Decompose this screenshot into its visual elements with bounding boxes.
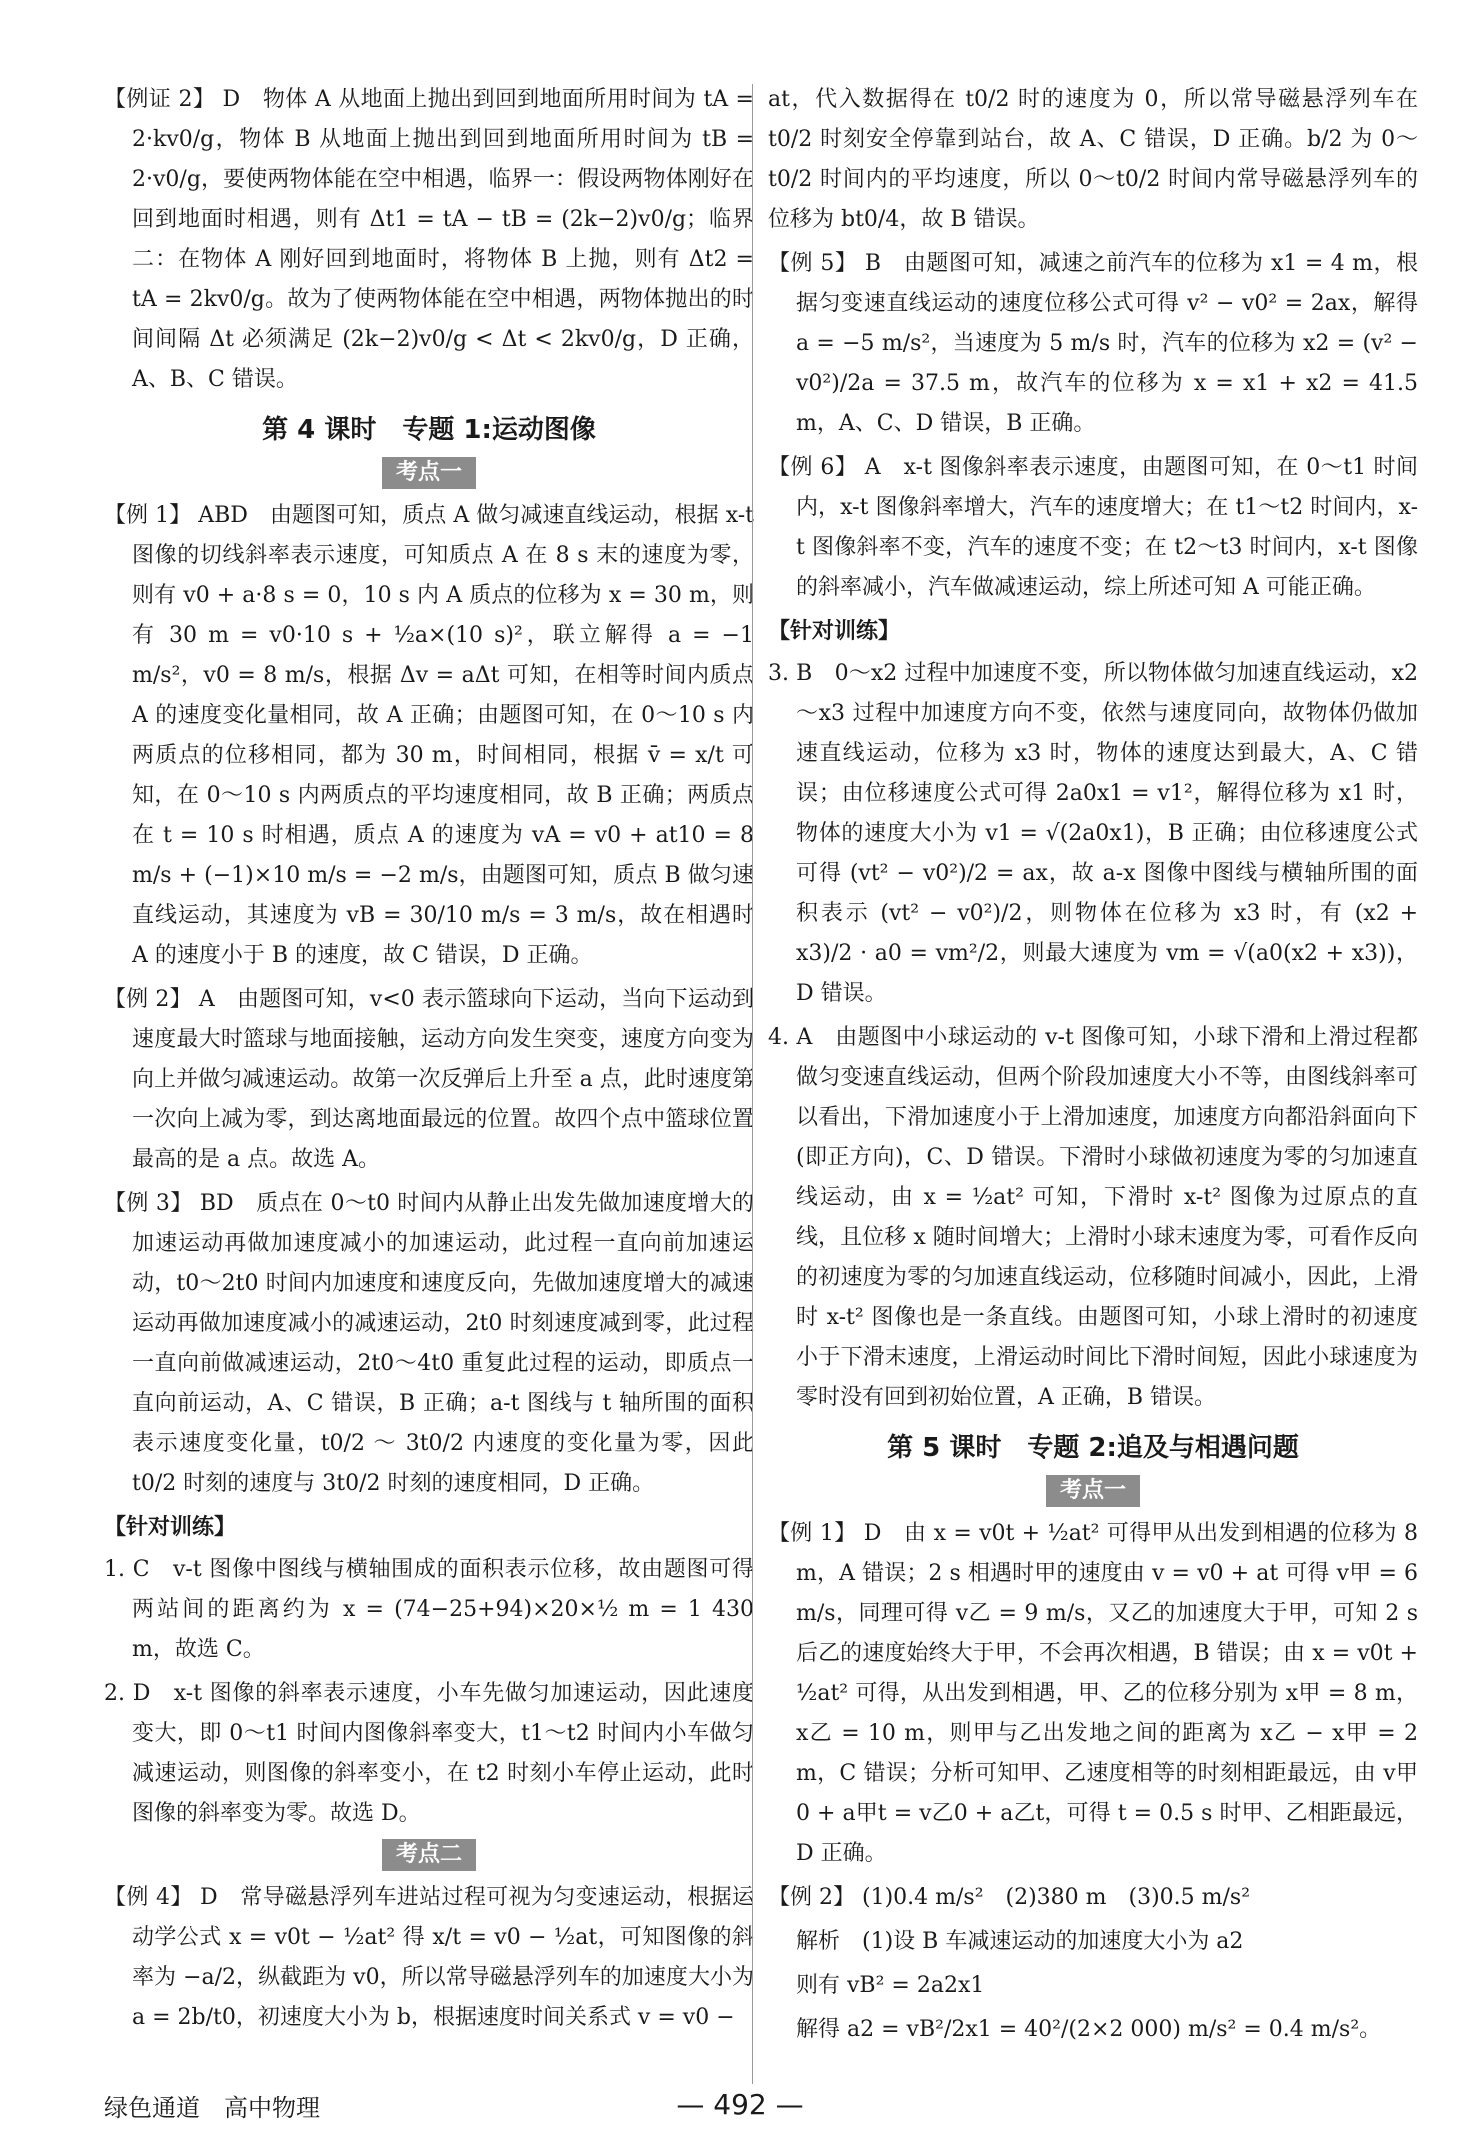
paragraph-training-3: 3. B 0～x2 过程中加速度不变，所以物体做匀加速直线运动，x2～x3 过程中加速度方向不变，依然与速度同向，故物体仍做加速直线运动，位移为 x3 时，物体的速度达到最大，A、C 错误；由位移速度公式可得 2a0x1 = v1²，解得位移为 x1 时，物体的速度大小为 v1 = √(2a0x1)，B 正确；由位移速度公式可得 (vt² − v0²)/2 = ax，故 a-x 图像中图线与横轴所围的面积表示 (vt² − v0²)/2，则物体在位移为 x3 时，有 (x2 + x3)/2 · a0 = vm²/2，则最大速度为 vm = √(a0(x2 + x3))，D 错误。: [768, 661, 1418, 1006]
page-number: — 492 —: [676, 2088, 804, 2121]
section-title-lesson-4: 第 4 课时 专题 1:运动图像: [262, 415, 596, 445]
paragraph-solution-line: 解析 (1)设 B 车减速运动的加速度大小为 a2: [796, 1929, 1244, 1954]
subheading-training: 【针对训练】: [768, 619, 901, 644]
paragraph-example-4: 【例 4】 D 常导磁悬浮列车进站过程可视为匀变速运动，根据运动学公式 x = v0t − ½at² 得 x/t = v0 − ½at，可知图像的斜率为 −a/2，纵截距为 v0，所以常导磁悬浮列车的加速度大小为 a = 2b/t0，初速度大小为 b，根据速度时间关系式 v = v0 −: [104, 1885, 754, 2030]
section-title-lesson-5: 第 5 课时 专题 2:追及与相遇问题: [887, 1433, 1299, 1463]
topic-badge: 考点一: [1046, 1475, 1140, 1507]
paragraph-training-2: 2. D x-t 图像的斜率表示速度，小车先做匀加速运动，因此速度变大，即 0～t1 时间内图像斜率变大，t1～t2 时间内小车做匀减速运动，则图像的斜率变小，在 t2 时刻小车停止运动，此时图像的斜率变为零。故选 D。: [104, 1681, 754, 1826]
paragraph-training-4: 4. A 由题图中小球运动的 v-t 图像可知，小球下滑和上滑过程都做匀变速直线运动，但两个阶段加速度大小不等，由图线斜率可以看出，下滑加速度小于上滑加速度，加速度方向都沿斜面向下(即正方向)，C、D 错误。下滑时小球做初速度为零的匀加速直线运动，由 x = ½at² 可知，下滑时 x-t² 图像为过原点的直线，且位移 x 随时间增大；上滑时小球末速度为零，可看作反向的初速度为零的匀加速直线运动，位移随时间减小，因此，上滑时 x-t² 图像也是一条直线。由题图可知，小球上滑时的初速度小于下滑末速度，上滑运动时间比下滑时间短，因此小球速度为零时没有回到初始位置，A 正确，B 错误。: [768, 1025, 1418, 1410]
paragraph-solution-line: 则有 vB² = 2a2x1: [796, 1973, 985, 1998]
paragraph-example-5: 【例 5】 B 由题图可知，减速之前汽车的位移为 x1 = 4 m，根据匀变速直线运动的速度位移公式可得 v² − v0² = 2ax，解得 a = −5 m/s²，当速度为 5 m/s 时，汽车的位移为 x2 = (v² − v0²)/2a = 37.5 m，故汽车的位移为 x = x1 + x2 = 41.5 m，A、C、D 错误，B 正确。: [768, 251, 1418, 436]
book-title: 绿色通道 高中物理: [104, 2094, 320, 2122]
right-column: [768, 80, 1418, 2054]
page-footer: [104, 2088, 1376, 2128]
paragraph-training-1: 1. C v-t 图像中图线与横轴围成的面积表示位移，故由题图可得两站间的距离约为 x = (74−25+94)×20×½ m = 1 430 m，故选 C。: [104, 1557, 754, 1662]
topic-badge: 考点二: [382, 1839, 476, 1871]
paragraph-chase-example-2-answer: 【例 2】 (1)0.4 m/s² (2)380 m (3)0.5 m/s²: [768, 1885, 1251, 1910]
column-divider: [752, 84, 753, 2084]
paragraph-example-1: 【例 1】 ABD 由题图可知，质点 A 做匀减速直线运动，根据 x-t 图像的切线斜率表示速度，可知质点 A 在 8 s 末的速度为零，则有 v0 + a·8 s = 0，10 s 内 A 质点的位移为 x = 30 m，则有 30 m = v0·10 s + ½a×(10 s)²，联立解得 a = −1 m/s²，v0 = 8 m/s，根据 Δv = aΔt 可知，在相等时间内质点 A 的速度变化量相同，故 A 正确；由题图可知，在 0～10 s 内两质点的位移相同，都为 30 m，时间相同，根据 v̄ = x/t 可知，在 0～10 s 内两质点的平均速度相同，故 B 正确；两质点在 t = 10 s 时相遇，质点 A 的速度为 vA = v0 + at10 = 8 m/s + (−1)×10 m/s = −2 m/s，由题图可知，质点 B 做匀速直线运动，其速度为 vB = 30/10 m/s = 3 m/s，故在相遇时 A 的速度小于 B 的速度，故 C 错误，D 正确。: [104, 503, 754, 968]
paragraph-example-2: 【例 2】 A 由题图可知，v<0 表示篮球向下运动，当向下运动到速度最大时篮球与地面接触，运动方向发生突变，速度方向变为向上并做匀减速运动。故第一次反弹后上升至 a 点，此时速度第一次向上减为零，到达离地面最远的位置。故四个点中篮球位置最高的是 a 点。故选 A。: [104, 987, 754, 1172]
paragraph-solution-line: 解得 a2 = vB²/2x1 = 40²/(2×2 000) m/s² = 0.4 m/s²。: [796, 2017, 1382, 2042]
left-column: [104, 80, 754, 2042]
paragraph-example-3: 【例 3】 BD 质点在 0～t0 时间内从静止出发先做加速度增大的加速运动再做加速度减小的加速运动，此过程一直向前加速运动，t0～2t0 时间内加速度和速度反向，先做加速度增大的减速运动再做加速度减小的减速运动，2t0 时刻速度减到零，此过程一直向前做减速运动，2t0～4t0 重复此过程的运动，即质点一直向前运动，A、C 错误，B 正确；a-t 图线与 t 轴所围的面积表示速度变化量，t0/2 ～ 3t0/2 内速度的变化量为零，因此 t0/2 时刻的速度与 3t0/2 时刻的速度相同，D 正确。: [104, 1191, 754, 1496]
paragraph-example-4-continued: at，代入数据得在 t0/2 时的速度为 0，所以常导磁悬浮列车在 t0/2 时刻安全停靠到站台，故 A、C 错误，D 正确。b/2 为 0～t0/2 时间内的平均速度，所以 0～t0/2 时间内常导磁悬浮列车的位移为 bt0/4，故 B 错误。: [768, 87, 1418, 232]
subheading-training: 【针对训练】: [104, 1515, 237, 1540]
paragraph-example-6: 【例 6】 A x-t 图像斜率表示速度，由题图可知，在 0～t1 时间内，x-t 图像斜率增大，汽车的速度增大；在 t1～t2 时间内，x-t 图像斜率不变，汽车的速度不变；在 t2～t3 时间内，x-t 图像的斜率减小，汽车做减速运动，综上所述可知 A 可能正确。: [768, 455, 1418, 600]
topic-badge: 考点一: [382, 457, 476, 489]
paragraph-chase-example-1: 【例 1】 D 由 x = v0t + ½at² 可得甲从出发到相遇的位移为 8 m，A 错误；2 s 相遇时甲的速度由 v = v0 + at 可得 v甲 = 6 m/s，同理可得 v乙 = 9 m/s，又乙的加速度大于甲，可知 2 s 后乙的速度始终大于甲，不会再次相遇，B 错误；由 x = v0t + ½at² 可得，从出发到相遇，甲、乙的位移分别为 x甲 = 8 m，x乙 = 10 m，则甲与乙出发地之间的距离为 x乙 − x甲 = 2 m，C 错误；分析可知甲、乙速度相等的时刻相距最远，由 v甲0 + a甲t = v乙0 + a乙t，可得 t = 0.5 s 时甲、乙相距最远，D 正确。: [768, 1521, 1418, 1866]
paragraph-example-proof-2: 【例证 2】 D 物体 A 从地面上抛出到回到地面所用时间为 tA = 2·kv0/g，物体 B 从地面上抛出到回到地面所用时间为 tB = 2·v0/g，要使两物体能在空中相遇，临界一：假设两物体刚好在回到地面时相遇，则有 Δt1 = tA − tB = (2k−2)v0/g；临界二：在物体 A 刚好回到地面时，将物体 B 上抛，则有 Δt2 = tA = 2kv0/g。故为了使两物体能在空中相遇，两物体抛出的时间间隔 Δt 必须满足 (2k−2)v0/g < Δt < 2kv0/g，D 正确，A、B、C 错误。: [104, 87, 754, 392]
